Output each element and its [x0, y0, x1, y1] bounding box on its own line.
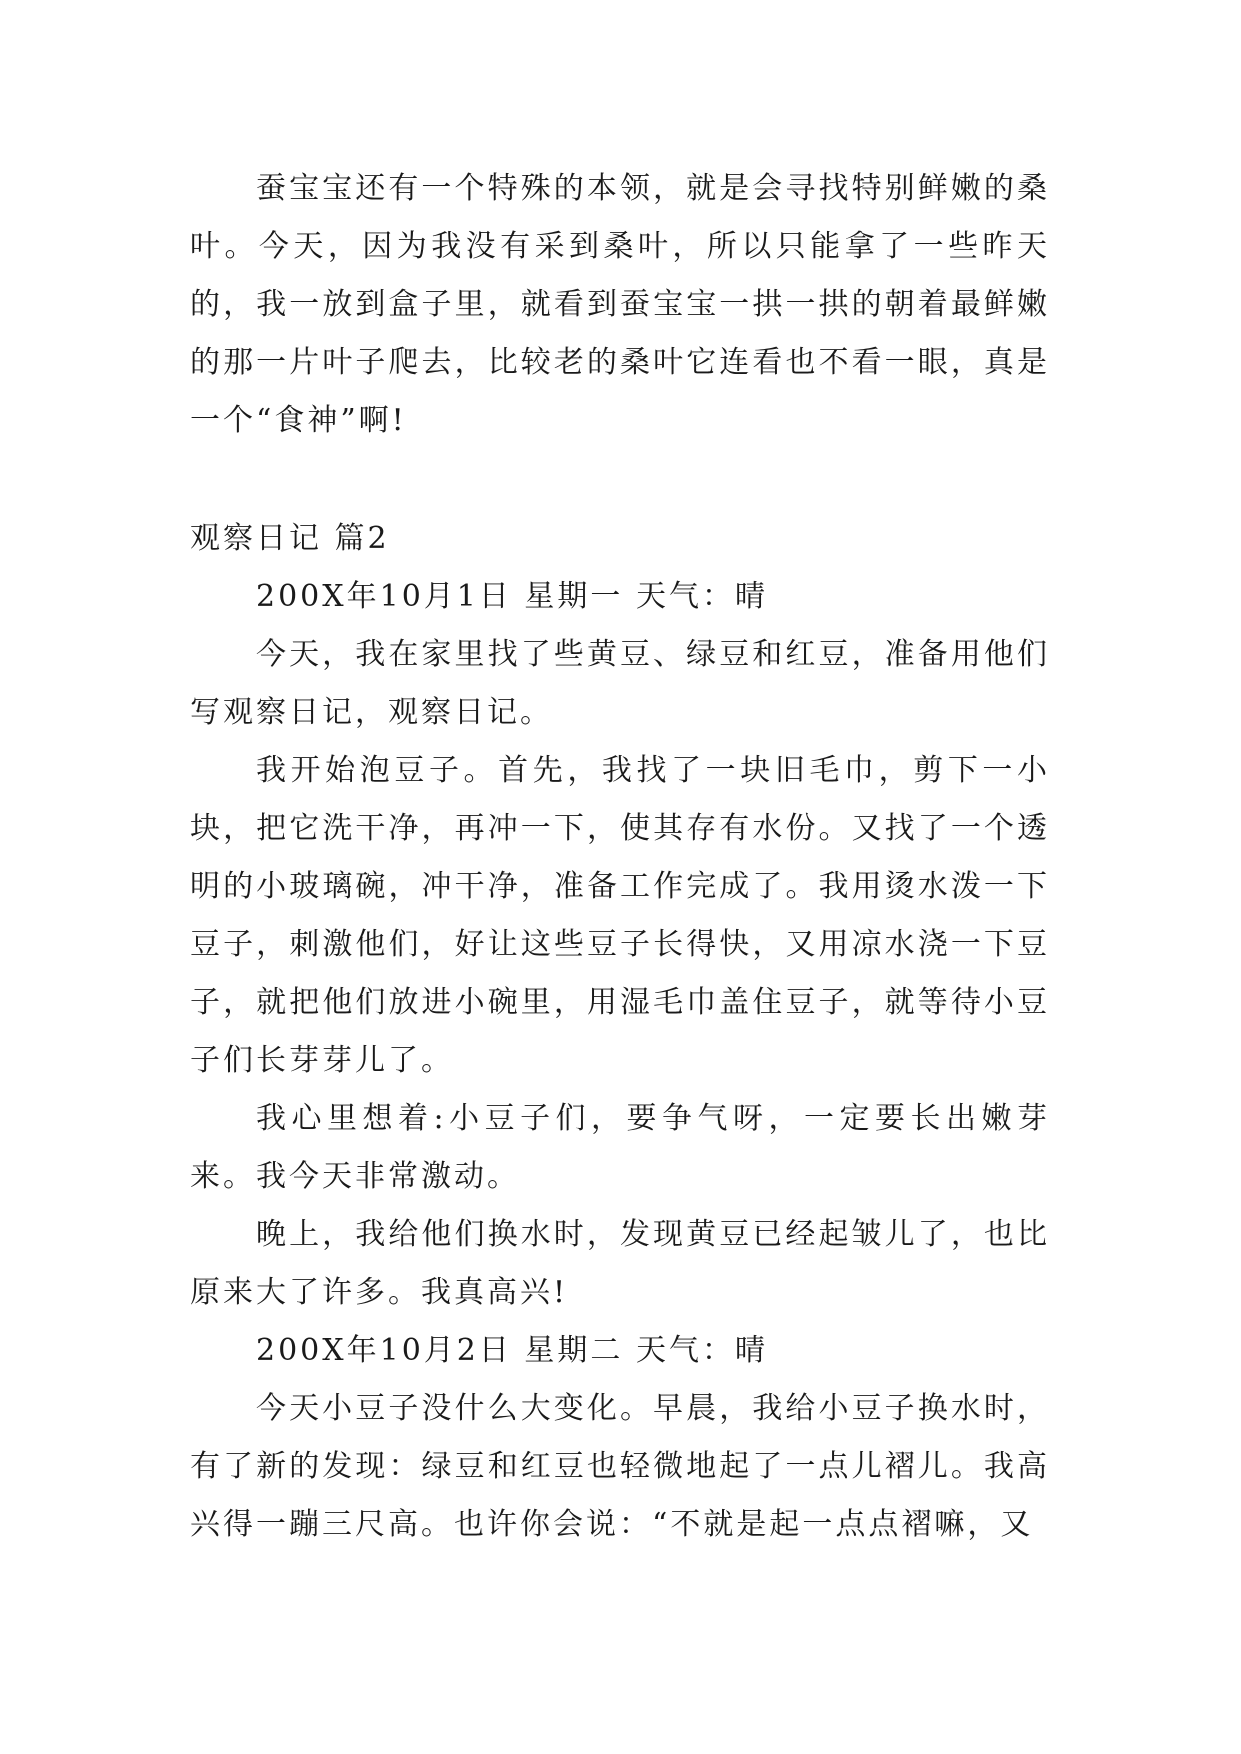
paragraph-hope: 我心里想着:小豆子们，要争气呀，一定要长出嫩芽来。我今天非常激动。 — [190, 1101, 1050, 1194]
diary-date-line: 200X年10月2日 星期二 天气：晴 — [256, 1333, 768, 1368]
paragraph-soaking: 我开始泡豆子。首先，我找了一块旧毛巾，剪下一小块，把它洗干净，再冲一下，使其存有水份。又找了一个透明的小玻璃碗，冲干净，准备工作完成了。我用烫水泼一下豆子，刺激他们，好让这些豆子长得快，又用凉水浇一下豆子，就把他们放进小碗里，用湿毛巾盖住豆子，就等待小豆子们长芽芽儿了。 — [190, 753, 1050, 1078]
section-heading: 观察日记 篇2 — [190, 521, 390, 556]
diary-date-line: 200X年10月1日 星期一 天气：晴 — [256, 579, 768, 614]
section-gap — [190, 450, 1050, 510]
paragraph-day-two: 今天小豆子没什么大变化。早晨，我给小豆子换水时，有了新的发现：绿豆和红豆也轻微地起了一点儿褶儿。我高兴得一蹦三尺高。也许你会说：“不就是起一点点褶嘛，又 — [190, 1391, 1050, 1542]
paragraph-evening: 晚上，我给他们换水时，发现黄豆已经起皱儿了，也比原来大了许多。我真高兴! — [190, 1217, 1050, 1310]
paragraph-beans-intro: 今天，我在家里找了些黄豆、绿豆和红豆，准备用他们写观察日记，观察日记。 — [190, 637, 1050, 730]
paragraph-silkworm: 蚕宝宝还有一个特殊的本领，就是会寻找特别鲜嫩的桑叶。今天，因为我没有采到桑叶，所以只能拿了一些昨天的，我一放到盒子里，就看到蚕宝宝一拱一拱的朝着最鲜嫩的那一片叶子爬去，比较老的桑叶它连看也不看一眼，真是一个“食神”啊! — [190, 171, 1050, 438]
document-page — [190, 160, 1050, 1554]
